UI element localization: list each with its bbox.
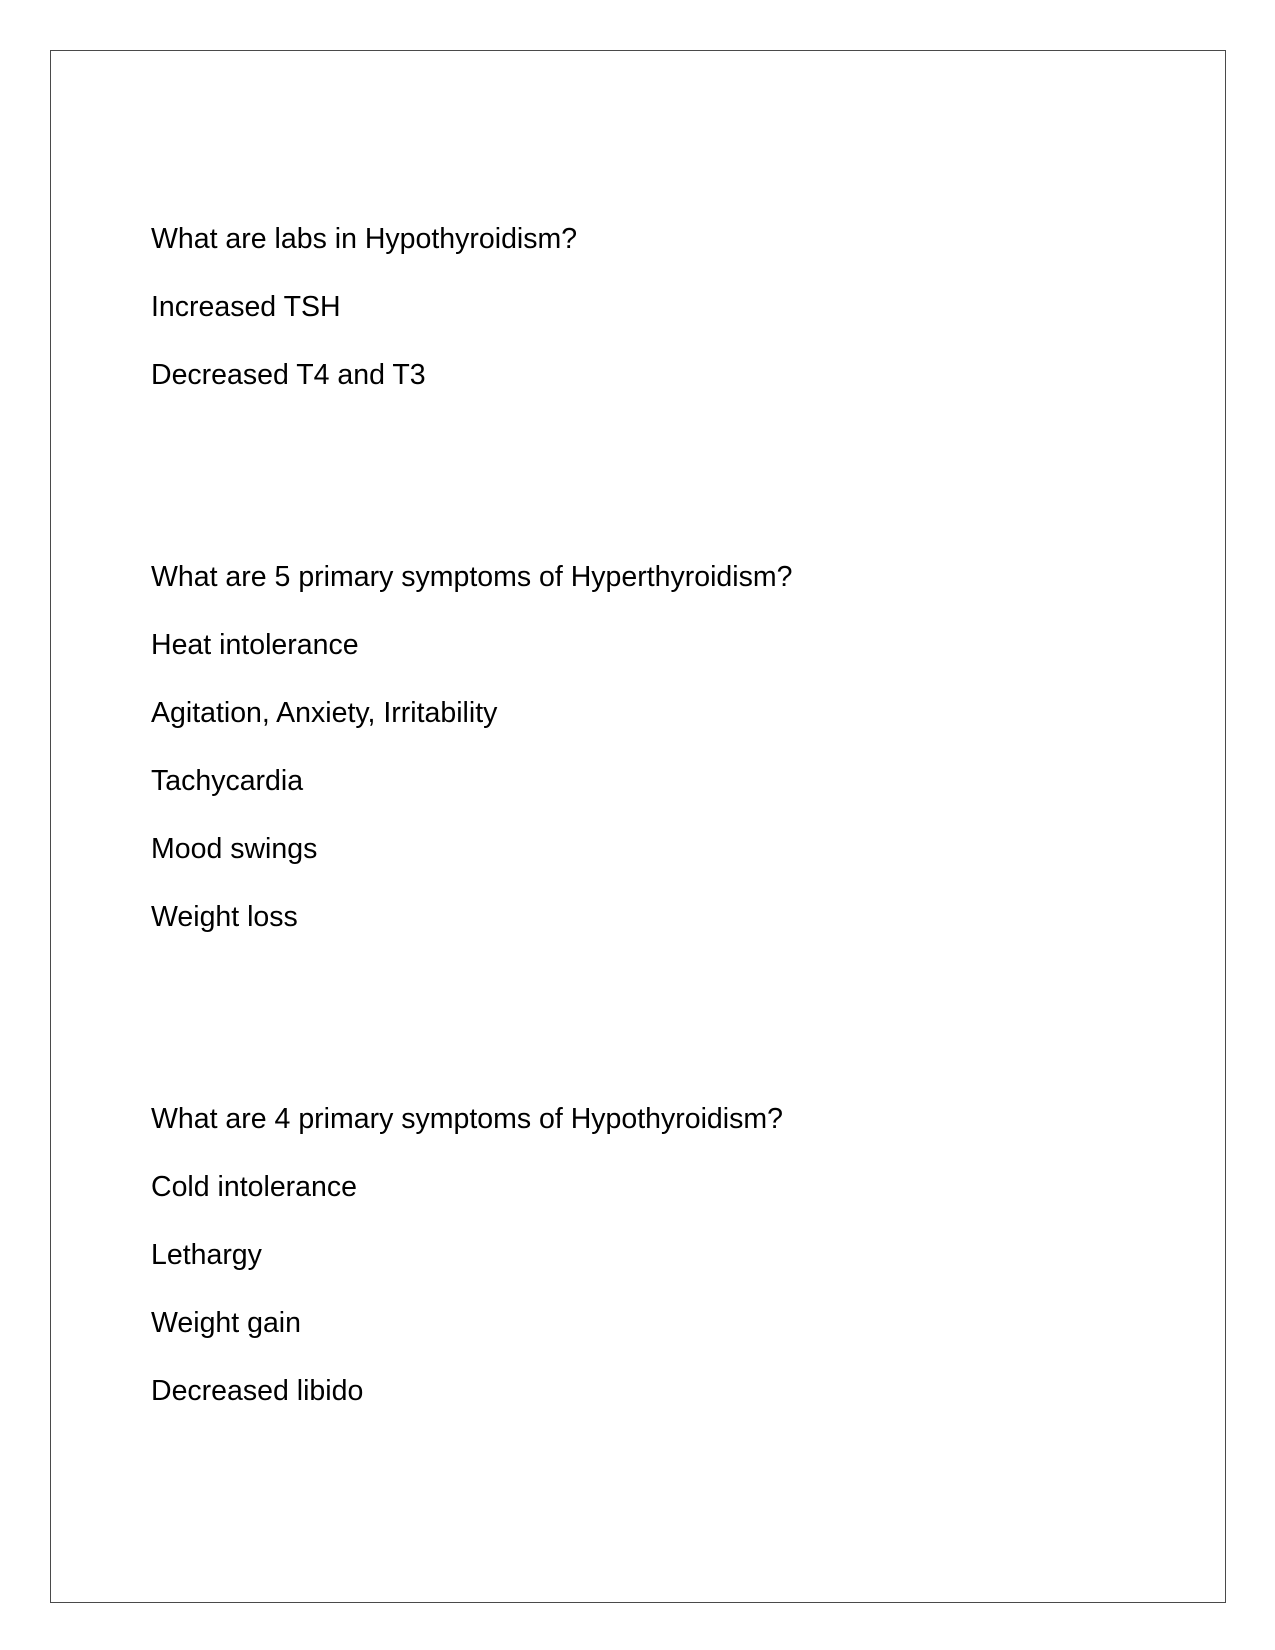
answer-text: Cold intolerance [151,1171,357,1203]
answer-text: Increased TSH [151,291,341,323]
qa-section-hypothyroidism-symptoms [151,1102,783,1442]
answer-text: Lethargy [151,1239,262,1271]
qa-section-hyperthyroidism-symptoms [151,560,792,968]
answer-text: Mood swings [151,833,318,865]
answer-text: Agitation, Anxiety, Irritability [151,697,498,729]
question-text: What are 5 primary symptoms of Hyperthyroidism? [151,561,793,593]
answer-text: Decreased T4 and T3 [151,359,426,391]
answer-text: Weight loss [151,901,298,933]
qa-section-hypothyroidism-labs [151,222,577,426]
answer-text: Weight gain [151,1307,301,1339]
question-text: What are labs in Hypothyroidism? [151,223,578,255]
answer-text: Tachycardia [151,765,304,797]
answer-text: Heat intolerance [151,629,359,661]
question-text: What are 4 primary symptoms of Hypothyroidism? [151,1103,783,1135]
answer-text: Decreased libido [151,1375,364,1407]
